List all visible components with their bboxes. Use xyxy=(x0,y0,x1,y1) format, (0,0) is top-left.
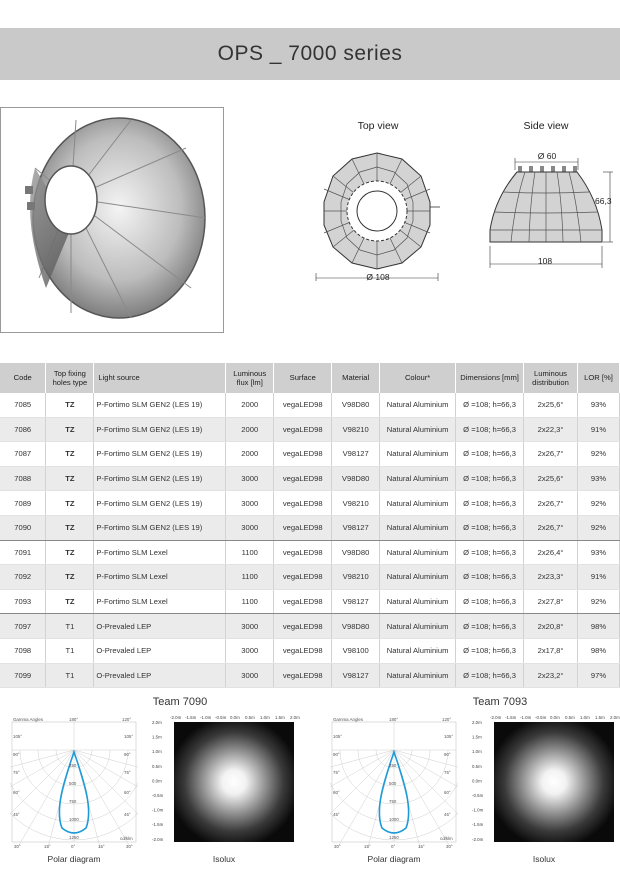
table-row xyxy=(0,417,620,442)
isolux-x-tick: 2.0m xyxy=(610,715,620,720)
cell-surface: vegaLED98 xyxy=(274,442,332,467)
isolux-map xyxy=(150,714,300,844)
side-view-height: 66,3 xyxy=(595,196,612,206)
cell-code: 7099 xyxy=(0,663,46,688)
polar-angle-label: 105° xyxy=(124,734,134,739)
cell-surface: vegaLED98 xyxy=(274,393,332,417)
cell-holes: T1 xyxy=(46,663,94,688)
cell-code: 7090 xyxy=(0,515,46,540)
polar-bottom-label: 0° xyxy=(71,844,76,848)
isolux-y-tick: -2.0m xyxy=(152,836,164,842)
side-view-top-diameter: Ø 60 xyxy=(537,151,557,161)
polar-bottom-label: 15° xyxy=(44,844,51,848)
header-code: Code xyxy=(0,363,46,393)
isolux-caption: Isolux xyxy=(212,854,236,864)
cell-light-source: O-Prevaled LEP xyxy=(94,663,226,688)
cell-lor: 97% xyxy=(578,663,620,688)
isolux-x-tick: 1.5m xyxy=(595,715,605,720)
polar-bottom-label: 15° xyxy=(364,844,371,848)
cell-lor: 91% xyxy=(578,417,620,442)
cell-material: V98210 xyxy=(332,491,380,516)
polar-angle-label: 105° xyxy=(13,734,23,739)
cell-surface: vegaLED98 xyxy=(274,589,332,614)
polar-radial-label: 500 xyxy=(69,781,77,786)
cell-lor: 92% xyxy=(578,515,620,540)
cell-dimensions: Ø =108; h=66,3 xyxy=(456,491,524,516)
cell-holes: TZ xyxy=(46,466,94,491)
isolux-x-tick: 1.0m xyxy=(580,715,590,720)
product-photo-frame xyxy=(0,107,224,333)
polar-header-left: Gamma Angles xyxy=(333,717,364,722)
cell-code: 7093 xyxy=(0,589,46,614)
polar-angle-label: 90° xyxy=(13,752,20,757)
polar-angle-label: 60° xyxy=(444,790,451,795)
header-flux: Luminous flux [lm] xyxy=(226,363,274,393)
isolux-x-tick: -1.0m xyxy=(520,715,532,720)
cell-holes: TZ xyxy=(46,565,94,590)
cell-holes: T1 xyxy=(46,638,94,663)
polar-caption: Polar diagram xyxy=(367,854,421,864)
table-row xyxy=(0,466,620,491)
cell-lor: 92% xyxy=(578,442,620,467)
cell-code: 7098 xyxy=(0,638,46,663)
isolux-y-tick: 0.5m xyxy=(472,763,482,769)
cell-colour: Natural Aluminium xyxy=(380,663,456,688)
polar-radial-label: 250 xyxy=(69,763,77,768)
cell-colour: Natural Aluminium xyxy=(380,589,456,614)
isolux-y-tick: 2.0m xyxy=(152,720,162,725)
cell-flux: 3000 xyxy=(226,663,274,688)
side-view-width: 108 xyxy=(537,256,553,266)
cell-material: V98210 xyxy=(332,565,380,590)
cell-lor: 98% xyxy=(578,614,620,639)
cell-material: V98127 xyxy=(332,589,380,614)
polar-angle-label: 90° xyxy=(444,752,451,757)
isolux-y-tick: 1.0m xyxy=(472,749,482,755)
cell-code: 7097 xyxy=(0,614,46,639)
cell-surface: vegaLED98 xyxy=(274,466,332,491)
cell-surface: vegaLED98 xyxy=(274,540,332,565)
cell-flux: 1100 xyxy=(226,540,274,565)
cell-code: 7089 xyxy=(0,491,46,516)
cell-holes: TZ xyxy=(46,442,94,467)
isolux-y-tick: -1.0m xyxy=(472,807,484,813)
header-holes: Top fixing holes type xyxy=(46,363,94,393)
polar-diagram xyxy=(330,716,458,848)
isolux-x-tick: -2.0m xyxy=(490,715,502,720)
cell-code: 7087 xyxy=(0,442,46,467)
cell-holes: TZ xyxy=(46,540,94,565)
cell-light-source: P-Fortimo SLM GEN2 (LES 19) xyxy=(94,491,226,516)
polar-diagram xyxy=(10,716,138,848)
cell-colour: Natural Aluminium xyxy=(380,515,456,540)
cell-flux: 2000 xyxy=(226,393,274,417)
cell-lor: 93% xyxy=(578,466,620,491)
cell-dimensions: Ø =108; h=66,3 xyxy=(456,540,524,565)
isolux-x-tick: -0.5m xyxy=(215,715,227,720)
cell-holes: TZ xyxy=(46,491,94,516)
cell-dimensions: Ø =108; h=66,3 xyxy=(456,638,524,663)
cell-flux: 3000 xyxy=(226,515,274,540)
top-view-drawing xyxy=(310,145,445,285)
top-view-label: Top view xyxy=(357,120,399,132)
cell-material: V98D80 xyxy=(332,466,380,491)
product-photo xyxy=(1,108,223,332)
header-material: Material xyxy=(332,363,380,393)
isolux-field xyxy=(494,722,614,842)
cell-dimensions: Ø =108; h=66,3 xyxy=(456,442,524,467)
isolux-y-tick: -1.5m xyxy=(152,822,164,828)
polar-radial-label: 250 xyxy=(389,763,397,768)
isolux-y-tick: 2.0m xyxy=(472,720,482,725)
isolux-x-tick: 1.0m xyxy=(260,715,270,720)
cell-flux: 1100 xyxy=(226,589,274,614)
table-row xyxy=(0,515,620,540)
polar-caption: Polar diagram xyxy=(47,854,101,864)
isolux-y-tick: -2.0m xyxy=(472,836,484,842)
cell-material: V98127 xyxy=(332,663,380,688)
cell-flux: 3000 xyxy=(226,466,274,491)
cell-dimensions: Ø =108; h=66,3 xyxy=(456,565,524,590)
polar-header-left: Gamma Angles xyxy=(13,717,44,722)
polar-angle-label: 90° xyxy=(124,752,131,757)
polar-header-right: 120° xyxy=(122,717,132,722)
polar-angle-label: 60° xyxy=(124,790,131,795)
cell-flux: 2000 xyxy=(226,442,274,467)
cell-distribution: 2x22,3° xyxy=(524,417,578,442)
cell-lor: 98% xyxy=(578,638,620,663)
cell-distribution: 2x20,8° xyxy=(524,614,578,639)
isolux-x-tick: -1.5m xyxy=(185,715,197,720)
cell-flux: 3000 xyxy=(226,491,274,516)
cell-code: 7086 xyxy=(0,417,46,442)
cell-surface: vegaLED98 xyxy=(274,515,332,540)
polar-angle-label: 45° xyxy=(333,812,340,817)
polar-radial-label: 1250 xyxy=(389,835,399,840)
cell-holes: TZ xyxy=(46,589,94,614)
table-row xyxy=(0,393,620,417)
isolux-x-tick: 2.0m xyxy=(290,715,300,720)
cell-surface: vegaLED98 xyxy=(274,638,332,663)
polar-angle-label: 45° xyxy=(13,812,20,817)
chart-title: Team 7093 xyxy=(472,696,528,708)
cell-holes: TZ xyxy=(46,417,94,442)
isolux-x-tick: 1.5m xyxy=(275,715,285,720)
cell-surface: vegaLED98 xyxy=(274,491,332,516)
polar-angle-label: 75° xyxy=(124,770,131,775)
header-surface: Surface xyxy=(274,363,332,393)
cell-light-source: P-Fortimo SLM GEN2 (LES 19) xyxy=(94,515,226,540)
polar-bottom-label: 30° xyxy=(334,844,341,848)
cell-surface: vegaLED98 xyxy=(274,565,332,590)
cell-colour: Natural Aluminium xyxy=(380,614,456,639)
table-row xyxy=(0,540,620,565)
cell-code: 7092 xyxy=(0,565,46,590)
cell-surface: vegaLED98 xyxy=(274,614,332,639)
cell-lor: 92% xyxy=(578,589,620,614)
polar-angle-label: 90° xyxy=(333,752,340,757)
polar-radial-label: 750 xyxy=(69,799,77,804)
polar-angle-label: 105° xyxy=(333,734,343,739)
polar-angle-label: 75° xyxy=(333,770,340,775)
cell-distribution: 2x17,8° xyxy=(524,638,578,663)
cell-colour: Natural Aluminium xyxy=(380,540,456,565)
isolux-y-tick: -1.5m xyxy=(472,822,484,828)
cell-dimensions: Ø =108; h=66,3 xyxy=(456,466,524,491)
cell-distribution: 2x23,3° xyxy=(524,565,578,590)
cell-distribution: 2x26,7° xyxy=(524,515,578,540)
isolux-map xyxy=(470,714,620,844)
polar-bottom-label: 30° xyxy=(446,844,453,848)
cell-light-source: P-Fortimo SLM Lexel xyxy=(94,589,226,614)
cell-material: V98210 xyxy=(332,417,380,442)
cell-flux: 3000 xyxy=(226,638,274,663)
cell-light-source: O-Prevaled LEP xyxy=(94,614,226,639)
cell-flux: 3000 xyxy=(226,614,274,639)
spec-table xyxy=(0,363,620,688)
polar-angle-label: 45° xyxy=(444,812,451,817)
cell-colour: Natural Aluminium xyxy=(380,466,456,491)
cell-surface: vegaLED98 xyxy=(274,417,332,442)
cell-holes: T1 xyxy=(46,614,94,639)
cell-colour: Natural Aluminium xyxy=(380,442,456,467)
isolux-x-tick: 0.5m xyxy=(565,715,575,720)
cell-material: V98100 xyxy=(332,638,380,663)
cell-code: 7085 xyxy=(0,393,46,417)
cell-distribution: 2x26,7° xyxy=(524,491,578,516)
cell-lor: 93% xyxy=(578,540,620,565)
cell-material: V98D80 xyxy=(332,614,380,639)
cell-surface: vegaLED98 xyxy=(274,663,332,688)
polar-bottom-label: 30° xyxy=(126,844,133,848)
isolux-y-tick: 1.0m xyxy=(152,749,162,755)
polar-radial-label: 750 xyxy=(389,799,397,804)
isolux-y-tick: 1.5m xyxy=(472,734,482,740)
chart-title: Team 7090 xyxy=(152,696,208,708)
cell-holes: TZ xyxy=(46,393,94,417)
table-row xyxy=(0,491,620,516)
cell-light-source: P-Fortimo SLM Lexel xyxy=(94,565,226,590)
side-view-label: Side view xyxy=(523,120,569,132)
cell-distribution: 2x26,4° xyxy=(524,540,578,565)
polar-angle-label: 60° xyxy=(13,790,20,795)
isolux-caption: Isolux xyxy=(532,854,556,864)
header-dimensions: Dimensions [mm] xyxy=(456,363,524,393)
header-colour: Colour* xyxy=(380,363,456,393)
cell-light-source: P-Fortimo SLM Lexel xyxy=(94,540,226,565)
cell-light-source: P-Fortimo SLM GEN2 (LES 19) xyxy=(94,442,226,467)
cell-colour: Natural Aluminium xyxy=(380,417,456,442)
polar-bottom-label: 0° xyxy=(391,844,396,848)
isolux-y-tick: -0.5m xyxy=(472,793,484,798)
cell-colour: Natural Aluminium xyxy=(380,565,456,590)
cell-distribution: 2x25,6° xyxy=(524,466,578,491)
polar-header-right: 120° xyxy=(442,717,452,722)
cell-code: 7091 xyxy=(0,540,46,565)
header-lor: LOR [%] xyxy=(578,363,620,393)
polar-angle-label: 45° xyxy=(124,812,131,817)
table-header-row xyxy=(0,363,620,393)
cell-distribution: 2x26,7° xyxy=(524,442,578,467)
header-light-source: Light source xyxy=(94,363,226,393)
cell-dimensions: Ø =108; h=66,3 xyxy=(456,393,524,417)
cell-light-source: P-Fortimo SLM GEN2 (LES 19) xyxy=(94,393,226,417)
polar-bottom-label: 30° xyxy=(14,844,21,848)
cell-material: V98D80 xyxy=(332,393,380,417)
isolux-field xyxy=(174,722,294,842)
cell-light-source: P-Fortimo SLM GEN2 (LES 19) xyxy=(94,466,226,491)
cell-distribution: 2x27,8° xyxy=(524,589,578,614)
cell-flux: 2000 xyxy=(226,417,274,442)
cell-dimensions: Ø =108; h=66,3 xyxy=(456,663,524,688)
cell-lor: 92% xyxy=(578,491,620,516)
isolux-y-tick: -0.5m xyxy=(152,793,164,798)
side-view-drawing xyxy=(485,158,615,268)
table-row xyxy=(0,638,620,663)
cell-dimensions: Ø =108; h=66,3 xyxy=(456,515,524,540)
table-row xyxy=(0,589,620,614)
polar-bottom-label: 15° xyxy=(418,844,425,848)
cell-light-source: P-Fortimo SLM GEN2 (LES 19) xyxy=(94,417,226,442)
cell-flux: 1100 xyxy=(226,565,274,590)
cell-dimensions: Ø =108; h=66,3 xyxy=(456,614,524,639)
cell-holes: TZ xyxy=(46,515,94,540)
cell-dimensions: Ø =108; h=66,3 xyxy=(456,417,524,442)
page-title: OPS _ 7000 series xyxy=(217,42,403,65)
table-row xyxy=(0,442,620,467)
cell-light-source: O-Prevaled LEP xyxy=(94,638,226,663)
isolux-x-tick: 0.5m xyxy=(245,715,255,720)
isolux-x-tick: 0.0m xyxy=(230,715,240,720)
cell-distribution: 2x25,6° xyxy=(524,393,578,417)
polar-header-mid: 180° xyxy=(389,717,399,722)
isolux-y-tick: 0.5m xyxy=(152,763,162,769)
polar-radial-label: 1000 xyxy=(389,817,399,822)
isolux-y-tick: 1.5m xyxy=(152,734,162,740)
table-row xyxy=(0,565,620,590)
cell-lor: 91% xyxy=(578,565,620,590)
polar-unit: cd/klm xyxy=(440,836,453,841)
isolux-x-tick: 0.0m xyxy=(550,715,560,720)
polar-unit: cd/klm xyxy=(120,836,133,841)
isolux-y-tick: 0.0m xyxy=(472,778,482,784)
polar-header-mid: 180° xyxy=(69,717,79,722)
polar-angle-label: 75° xyxy=(444,770,451,775)
cell-material: V98127 xyxy=(332,515,380,540)
isolux-x-tick: -1.0m xyxy=(200,715,212,720)
polar-angle-label: 75° xyxy=(13,770,20,775)
cell-dimensions: Ø =108; h=66,3 xyxy=(456,589,524,614)
cell-material: V98D80 xyxy=(332,540,380,565)
cell-code: 7088 xyxy=(0,466,46,491)
isolux-x-tick: -2.0m xyxy=(170,715,182,720)
isolux-x-tick: -0.5m xyxy=(535,715,547,720)
header-distribution: Luminous distribution xyxy=(524,363,578,393)
page-banner xyxy=(0,28,620,80)
cell-colour: Natural Aluminium xyxy=(380,491,456,516)
isolux-x-tick: -1.5m xyxy=(505,715,517,720)
isolux-y-tick: -1.0m xyxy=(152,807,164,813)
cell-colour: Natural Aluminium xyxy=(380,393,456,417)
polar-radial-label: 1250 xyxy=(69,835,79,840)
polar-radial-label: 500 xyxy=(389,781,397,786)
polar-radial-label: 1000 xyxy=(69,817,79,822)
cell-distribution: 2x23,2° xyxy=(524,663,578,688)
cell-colour: Natural Aluminium xyxy=(380,638,456,663)
cell-material: V98127 xyxy=(332,442,380,467)
polar-bottom-label: 15° xyxy=(98,844,105,848)
cell-lor: 93% xyxy=(578,393,620,417)
top-view-diameter: Ø 108 xyxy=(366,272,390,282)
table-row xyxy=(0,614,620,639)
polar-angle-label: 60° xyxy=(333,790,340,795)
isolux-y-tick: 0.0m xyxy=(152,778,162,784)
table-row xyxy=(0,663,620,688)
polar-angle-label: 105° xyxy=(444,734,454,739)
